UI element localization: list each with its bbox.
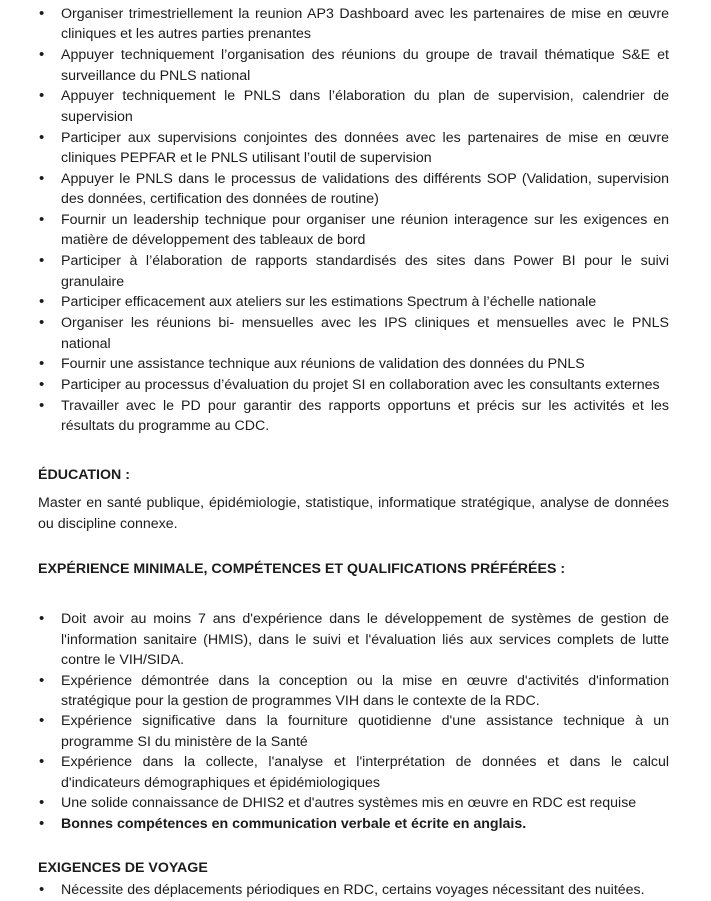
experience-heading: EXPÉRIENCE MINIMALE, COMPÉTENCES ET QUALIFICATIONS PRÉFÉRÉES :: [38, 561, 566, 578]
list-item: • Une solide connaissance de DHIS2 et d'autres systèmes mis en œuvre en RDC est requise: [38, 793, 669, 813]
responsibilities-list: [38, 4, 669, 437]
list-item: • Participer à l’élaboration de rapports standardisés des sites dans Power BI pour le suivi granulaire: [39, 252, 669, 290]
bullet-icon: •: [39, 293, 45, 311]
list-item: • Expérience dans la collecte, l'analyse et l'interprétation de données et dans le calcul d'indicateurs démographiques et épidémiologiques: [39, 753, 669, 791]
bullet-icon: •: [39, 712, 45, 730]
education-text: Master en santé publique, épidémiologie, statistique, informatique stratégique, analyse de données ou discipline connexe.: [38, 495, 669, 532]
education-heading: ÉDUCATION :: [38, 466, 130, 483]
list-item: • Travailler avec le PD pour garantir des rapports opportuns et précis sur les activités et les résultats du programme au CDC.: [39, 397, 669, 435]
bullet-icon: •: [39, 397, 45, 415]
bullet-icon: •: [39, 355, 45, 373]
bullet-icon: •: [39, 881, 45, 899]
travel-heading: EXIGENCES DE VOYAGE: [38, 859, 208, 876]
bullet-icon: •: [39, 314, 45, 332]
list-item: • Expérience significative dans la fourniture quotidienne d'une assistance technique à un programme SI du ministère de la Santé: [39, 712, 669, 750]
bullet-icon: •: [39, 610, 45, 628]
list-item: • Participer efficacement aux ateliers sur les estimations Spectrum à l’échelle nationale: [38, 292, 669, 312]
bullet-icon: •: [39, 814, 45, 832]
list-item: • Appuyer le PNLS dans le processus de validations des différents SOP (Validation, supervision des données, certification des données de routine): [39, 169, 669, 208]
list-item: • Appuyer techniquement l’organisation des réunions du groupe de travail thématique S&E et surveillance du PNLS national: [39, 46, 669, 84]
list-item: • Doit avoir au moins 7 ans d'expérience dans le développement de systèmes de gestion de l'information sanitaire (HMIS), dans le suivi et l'évaluation liés aux services complets de lutte contre le VIH/SIDA.: [39, 610, 669, 669]
bullet-icon: •: [39, 376, 45, 394]
list-item: • Bonnes compétences en communication verbale et écrite en anglais.: [38, 814, 669, 834]
list-item: • Nécessite des déplacements périodiques en RDC, certains voyages nécessitant des nuitées.: [38, 880, 669, 900]
list-item: • Organiser les réunions bi- mensuelles avec les IPS cliniques et mensuelles avec le PNLS national: [39, 314, 669, 352]
list-item: • Organiser trimestriellement la reunion AP3 Dashboard avec les partenaires de mise en œuvre cliniques et les autres parties prenantes: [39, 5, 669, 43]
list-item: • Participer aux supervisions conjointes des données avec les partenaires de mise en œuvre cliniques PEPFAR et le PNLS utilisant l’outil de supervision: [39, 128, 669, 167]
bullet-icon: •: [39, 753, 45, 771]
list-item: • Fournir un leadership technique pour organiser une réunion interagence sur les exigences en matière de développement des tableaux de bord: [39, 211, 669, 249]
bullet-icon: •: [39, 5, 45, 22]
list-item: • Expérience démontrée dans la conception ou la mise en œuvre d'activités d'information stratégique pour la gestion de programmes VIH dans le contexte de la RDC.: [39, 671, 669, 710]
list-item: • Fournir une assistance technique aux réunions de validation des données du PNLS: [38, 354, 669, 374]
bullet-icon: •: [39, 794, 45, 812]
list-item: • Participer au processus d’évaluation du projet SI en collaboration avec les consultants externes: [38, 375, 669, 395]
list-item: • Appuyer techniquement le PNLS dans l’élaboration du plan de supervision, calendrier de supervision: [39, 87, 669, 125]
bullet-icon: •: [39, 169, 45, 187]
travel-list: [38, 880, 669, 900]
bullet-icon: •: [39, 46, 45, 64]
bullet-icon: •: [39, 671, 45, 689]
bullet-icon: •: [39, 211, 45, 229]
bullet-icon: •: [39, 87, 45, 105]
experience-list: [38, 609, 669, 833]
bullet-icon: •: [39, 128, 45, 146]
bullet-icon: •: [39, 252, 45, 270]
